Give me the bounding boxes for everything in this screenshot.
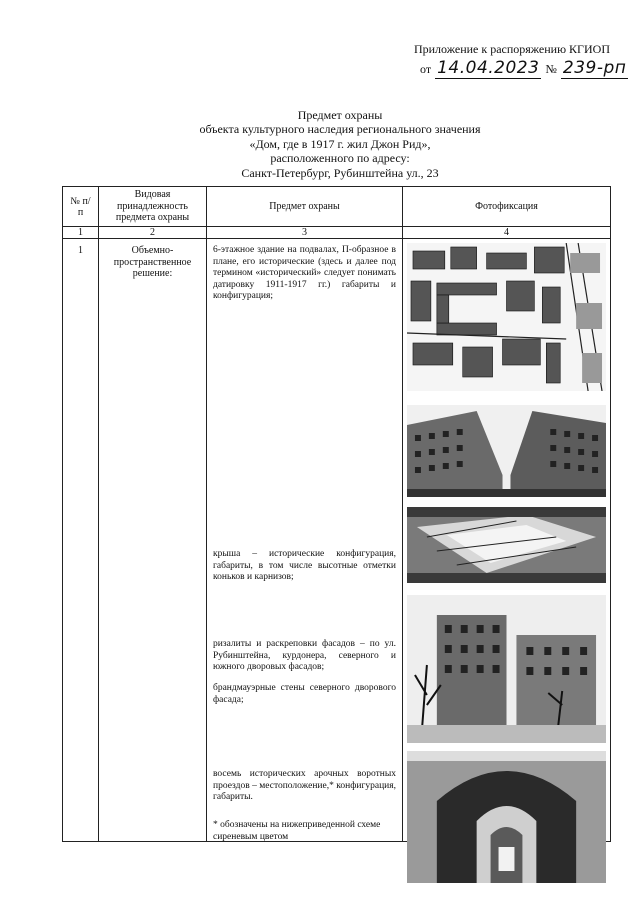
document-title: [150, 108, 530, 180]
number-prefix: №: [545, 62, 557, 76]
order-date-number: [420, 58, 627, 80]
row-subject-cell: [207, 239, 403, 842]
courtyard-facade-photo: [407, 595, 606, 743]
roof-photo-drawing: [407, 507, 606, 583]
header-photo: Фотофиксация: [403, 187, 611, 227]
row-num: [63, 239, 99, 842]
roof-aerial-photo: [407, 507, 606, 583]
header-category: Видовая принадлежность предмета охраны: [99, 187, 207, 227]
order-date: 14.04.2023: [437, 58, 540, 78]
map-drawing: [407, 243, 606, 391]
table-header-row: [63, 187, 611, 227]
row-category-text: Объемно-пространственное решение:: [113, 245, 192, 279]
header-num: № п/п: [63, 187, 99, 227]
title-line: «Дом, где в 1917 г. жил Джон Рид»,: [249, 136, 431, 151]
archway-photo: [407, 751, 606, 883]
order-number: 239-рп: [562, 58, 627, 78]
subject-item: брандмауэрные стены северного дворового фасада;: [213, 683, 396, 705]
courtyard-photo-drawing: [407, 595, 606, 743]
subject-item: ризалиты и раскреповки фасадов – по ул. Рубинштейна, курдонера, северного и южного дворовых фасадов;: [213, 639, 396, 672]
title-line: Предмет охраны: [297, 108, 383, 122]
date-prefix: от: [420, 62, 432, 76]
row-num-text: 1: [78, 245, 83, 256]
col-number: 1: [63, 227, 99, 239]
col-number: 2: [99, 227, 207, 239]
header-subject: Предмет охраны: [207, 187, 403, 227]
subject-text-column: [207, 239, 402, 841]
title-line: расположенного по адресу:: [270, 151, 410, 166]
title-line: Санкт-Петербург, Рубинштейна ул., 23: [241, 165, 439, 180]
protection-table: [62, 186, 611, 842]
col-number: 3: [207, 227, 403, 239]
subject-footnote: * обозначены на нижеприведенной схеме сиреневым цветом: [213, 820, 381, 842]
subject-item: восемь исторических арочных воротных проездов – местоположение,* конфигурация, габариты.: [213, 769, 396, 802]
subject-item: 6-этажное здание на подвалах, П-образное в плане, его исторические (здесь и далее под термином «исторический» следует понимать датировку 1911-1917 гг.) габариты и конфигурация;: [213, 245, 396, 301]
table-row: [63, 239, 611, 842]
attachment-heading: Приложение к распоряжению КГИОП: [413, 42, 610, 56]
table-number-row: [63, 227, 611, 239]
street-facade-photo: [407, 405, 606, 497]
site-plan-image: [407, 243, 606, 391]
row-photo-cell: [403, 239, 611, 842]
photo-column: [403, 239, 610, 841]
col-number: 4: [403, 227, 611, 239]
title-line: объекта культурного наследия регионального значения: [199, 122, 481, 137]
street-photo-drawing: [407, 405, 606, 497]
arch-photo-drawing: [407, 751, 606, 883]
row-category: [99, 239, 207, 842]
subject-item: крыша – исторические конфигурация, габариты, в том числе высотные отметки коньков и карнизов;: [213, 549, 396, 582]
